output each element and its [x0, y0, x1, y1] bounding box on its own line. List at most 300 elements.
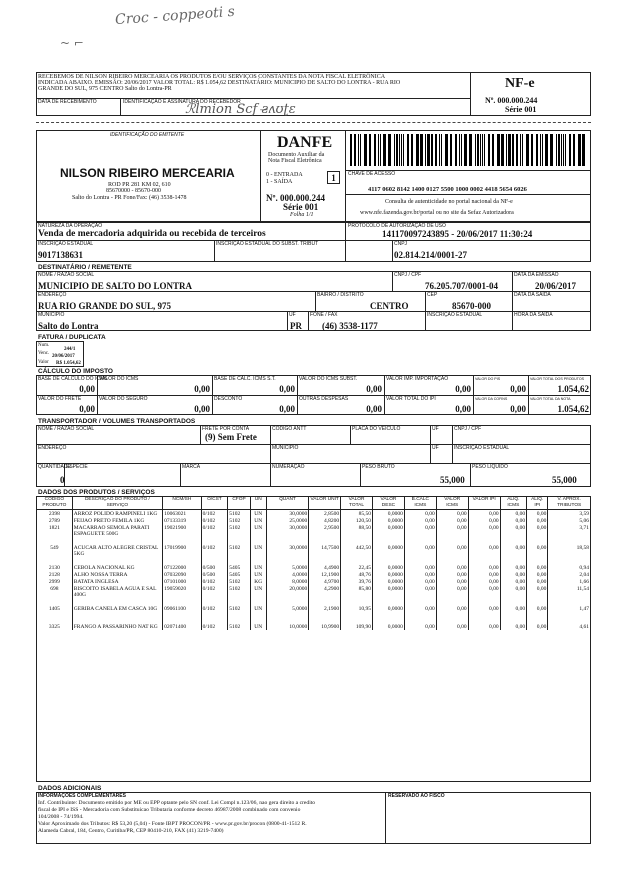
additional-line-3: 104/2008 - 74/1994.: [38, 814, 84, 820]
recipient-address: RUA RIO GRANDE DO SUL, 975: [38, 301, 172, 311]
column-header: B.CÁLC ICMS: [404, 497, 436, 510]
table-row: [37, 524, 591, 537]
table-cell: CEBOLA NACIONAL KG: [72, 557, 162, 571]
table-cell: 30,0000: [266, 510, 309, 518]
barcode-bar: [569, 134, 571, 166]
table-cell: 0/102: [201, 510, 228, 518]
barcode-bar: [561, 134, 562, 166]
column-header: CFOP: [228, 497, 251, 510]
table-cell: 0,00: [500, 517, 527, 524]
table-cell: 0,00: [404, 517, 436, 524]
table-cell: BATATA INGLESA: [72, 578, 162, 585]
barcode-bar: [411, 134, 413, 166]
ie-value: 9017138631: [38, 250, 83, 260]
tax-value: 0,00: [510, 384, 526, 394]
table-row: [37, 571, 591, 578]
table-cell: 20,0000: [266, 585, 309, 598]
tax-label: VALOR IMP. IMPORTAÇÃO: [386, 376, 449, 382]
table-cell: 1405: [37, 598, 73, 612]
table-cell: 0,0000: [373, 537, 405, 557]
barcode-bar: [540, 134, 541, 166]
tax-label: VALOR DA COFINS: [475, 397, 508, 401]
tax-label: VALOR DO ICMS SUBST.: [299, 376, 358, 382]
column-header: O/CST: [201, 497, 228, 510]
table-row: [37, 598, 591, 612]
barcode-bar: [497, 134, 500, 166]
table-cell: 0,00: [436, 585, 468, 598]
barcode-bar: [431, 134, 433, 166]
column-header: NCM/SH: [163, 497, 202, 510]
danfe-folha: Folha 1/1: [290, 212, 314, 218]
table-cell: 0,00: [436, 510, 468, 518]
barcode-bar: [407, 134, 409, 166]
table-cell: 5102: [228, 612, 251, 630]
barcode-bar: [383, 134, 386, 166]
barcode-bar: [506, 134, 507, 166]
table-cell: KG: [250, 578, 266, 585]
barcode-bar: [445, 134, 448, 166]
recipient-bairro-label: BAIRRO / DISTRITO: [317, 292, 364, 298]
tax-label: VALOR TOTAL DOS PRODUTOS: [530, 377, 585, 381]
table-cell: 0,00: [527, 517, 548, 524]
net-weight-label: PESO LÍQUIDO: [472, 464, 508, 470]
plate-label: PLACA DO VEÍCULO: [352, 426, 401, 432]
table-cell: 39,76: [341, 578, 373, 585]
barcode-bar: [403, 134, 404, 166]
receipt-line-2: INDICADA ABAIXO. EMISSÃO: 20/06/2017 VALOR TOTAL: R$ 1.054,62 DESTINATÁRIO: MUNICIPIO DE SALTO DO LONTRA - RUA RIO: [38, 80, 401, 86]
table-row: [37, 517, 591, 524]
barcode-bar: [484, 134, 485, 166]
barcode-bar: [508, 134, 511, 166]
tax-label: VALOR DO PIS: [475, 377, 501, 381]
table-cell: ARROZ POLIDO RAMPINELI 1KG: [72, 510, 162, 518]
column-header: VALOR ICMS: [436, 497, 468, 510]
barcode-bar: [480, 134, 481, 166]
protocol-value: 141170097243895 - 20/06/2017 11:30:24: [382, 229, 533, 239]
table-cell: 4,61: [548, 612, 591, 630]
recipient-cnpj-label: CNPJ / CPF: [394, 272, 422, 278]
net-weight: 55,000: [552, 475, 577, 485]
table-cell: 5102: [228, 585, 251, 598]
table-cell: 30,0000: [266, 524, 309, 537]
invoice-value: R$ 1.054,62: [56, 361, 81, 366]
table-row: [37, 612, 591, 630]
barcode-bar: [482, 134, 483, 166]
table-cell: 5,0000: [266, 598, 309, 612]
barcode-bar: [439, 134, 440, 166]
barcode-bar: [369, 134, 371, 166]
table-cell: 0,0000: [373, 585, 405, 598]
barcode-bar: [420, 134, 423, 166]
barcode-bar: [427, 134, 430, 166]
gross-weight: 55,000: [440, 475, 465, 485]
table-cell: 0/500: [201, 557, 228, 571]
protocol-label: PROTOCOLO DE AUTORIZAÇÃO DE USO: [348, 223, 446, 229]
barcode-bar: [545, 134, 548, 166]
table-cell: 0,00: [500, 510, 527, 518]
table-cell: 0/102: [201, 524, 228, 537]
recipient-city-label: MUNICÍPIO: [38, 312, 65, 318]
table-cell: 3,59: [548, 510, 591, 518]
table-cell: 2,9500: [309, 524, 341, 537]
table-cell: 0,0000: [373, 598, 405, 612]
table-cell: 0,00: [468, 612, 500, 630]
tax-value: 0,00: [455, 384, 471, 394]
table-cell: 19059020: [163, 585, 202, 598]
column-header: VALOR IPI: [468, 497, 500, 510]
danfe-subtitle-1: Documento Auxiliar da: [268, 152, 325, 158]
column-header: ALÍQ. ICMS: [500, 497, 527, 510]
table-cell: 25,0000: [266, 517, 309, 524]
exit-date-label: DATA DA SAÍDA: [514, 292, 551, 298]
barcode-bar: [401, 134, 402, 166]
barcode-bar: [542, 134, 543, 166]
barcode-bar: [520, 134, 521, 166]
table-cell: 0,00: [527, 524, 548, 537]
recipient-cnpj: 76.205.707/0001-04: [425, 281, 498, 291]
tax-value: 0,00: [510, 404, 526, 414]
receipt-signature-label: IDENTIFICAÇÃO E ASSINATURA DO RECEBEDOR: [123, 99, 241, 105]
additional-line-5: Alameda Cabral, 184, Centro, Curitiba/PR, CEP 80410-210, FAX (41) 3219-7400): [38, 828, 224, 834]
additional-line-2: fiscal de IPI e ISS - Mercadoria com Substituicao Tributaria conforme decreto 46987/2008 combinado com convenio: [38, 807, 301, 813]
barcode-bar: [522, 134, 523, 166]
table-cell: 4,0000: [266, 571, 309, 578]
table-cell: 0,00: [404, 510, 436, 518]
barcode-bar: [394, 134, 395, 166]
table-cell: 0,0000: [373, 612, 405, 630]
table-cell: 5,06: [548, 517, 591, 524]
invoice-due: 20/06/2017: [52, 354, 75, 359]
table-cell: 0,00: [500, 557, 527, 571]
table-cell: 0,0000: [373, 517, 405, 524]
table-cell: 5405: [228, 557, 251, 571]
table-cell: 10,95: [341, 598, 373, 612]
barcode-bar: [464, 134, 467, 166]
barcode-bar: [358, 134, 359, 166]
danfe-tipo: 1: [327, 171, 340, 184]
carrier-cnpj-label: CNPJ / CPF: [454, 426, 482, 432]
table-row: [37, 585, 591, 598]
table-cell: 0,00: [468, 578, 500, 585]
plate-uf-label: UF: [432, 426, 439, 432]
table-cell: 0,00: [404, 571, 436, 578]
barcode-bar: [388, 134, 391, 166]
table-cell: 2999: [37, 578, 73, 585]
table-cell: 0/500: [201, 571, 228, 578]
invoice-due-label: Venc.: [38, 351, 50, 356]
tax-value: 0,00: [279, 404, 295, 414]
barcode-bar: [378, 134, 379, 166]
species-label: ESPÉCIE: [66, 464, 88, 470]
table-cell: 85,80: [341, 585, 373, 598]
access-key-label: CHAVE DE ACESSO: [348, 171, 396, 177]
barcode-bar: [516, 134, 518, 166]
table-cell: 0,00: [468, 571, 500, 578]
barcode-bar: [425, 134, 426, 166]
barcode-bar: [399, 134, 400, 166]
tax-label: DESCONTO: [214, 396, 243, 402]
recipient-uf-label: UF: [289, 312, 296, 318]
brand-label: MARCA: [182, 464, 201, 470]
recipient-name-label: NOME / RAZÃO SOCIAL: [38, 272, 95, 278]
table-cell: 02071400: [163, 612, 202, 630]
cnpj-label: CNPJ: [394, 241, 408, 247]
table-cell: 549: [37, 537, 73, 557]
table-cell: 88,50: [341, 524, 373, 537]
table-cell: 0,0000: [373, 524, 405, 537]
table-cell: 17019900: [163, 537, 202, 557]
tax-value: 1.054,62: [557, 404, 589, 414]
products-table: [36, 496, 591, 630]
table-cell: 2398: [37, 510, 73, 518]
barcode-bar: [354, 134, 356, 166]
table-cell: 4,4900: [309, 557, 341, 571]
table-cell: 2,8500: [309, 510, 341, 518]
receipt-nfe: NF-e: [505, 76, 535, 91]
table-cell: UN: [250, 612, 266, 630]
table-cell: 0,00: [404, 557, 436, 571]
table-cell: 0/102: [201, 585, 228, 598]
invoice-num: 244/1: [64, 347, 76, 352]
barcode-bar: [441, 134, 442, 166]
table-cell: 0,0000: [373, 557, 405, 571]
barcode-bar: [380, 134, 381, 166]
table-cell: 0,00: [500, 612, 527, 630]
barcode-bar: [556, 134, 557, 166]
table-cell: 0,00: [500, 598, 527, 612]
danfe-subtitle-2: Nota Fiscal Eletrônica: [268, 158, 322, 164]
tax-section: CÁLCULO DO IMPOSTO: [38, 368, 113, 375]
table-cell: 0,0000: [373, 571, 405, 578]
cut-line: [36, 122, 591, 123]
table-cell: 1,66: [548, 578, 591, 585]
handwritten-note: Croc - coppeoti s: [114, 3, 236, 29]
column-header: QUANT: [266, 497, 309, 510]
transport-section: TRANSPORTADOR / VOLUMES TRANSPORTADOS: [38, 418, 196, 425]
column-header: ALÍQ. IPI: [527, 497, 548, 510]
table-cell: 2128: [37, 571, 73, 578]
recipient-signature: ℛlmion Scf ƨ̶ʌʊʈɛ: [185, 102, 296, 117]
table-cell: 0,00: [468, 585, 500, 598]
access-key: 4117 0602 8142 1400 0127 5500 1000 0002 4418 5654 6026: [368, 186, 527, 193]
table-cell: 0,00: [527, 557, 548, 571]
table-cell: 0,00: [404, 585, 436, 598]
emitter-address-3: Salto do Lontra - PR Fone/Fax: (46) 3538-1478: [72, 195, 187, 201]
invoice-section: FATURA / DUPLICATA: [38, 334, 106, 341]
table-cell: 07122000: [163, 557, 202, 571]
tax-value: 0,00: [279, 384, 295, 394]
table-cell: 0,00: [436, 537, 468, 557]
table-cell: 0,00: [527, 571, 548, 578]
tax-value: 0,00: [366, 404, 382, 414]
danfe-serie: Série 001: [283, 202, 319, 212]
receipt-serie: Série 001: [505, 105, 537, 114]
additional-line-4: Valor Aproximado dos Tributos: R$ 53,20 (5,04) - Fonte IBPT PROCON/PR - www.pr.gov.br/procon (0800-41-1512 R.: [38, 821, 307, 827]
carrier-address-label: ENDEREÇO: [38, 445, 67, 451]
emitter-address-2: 85670000 - 85670-000: [106, 188, 161, 194]
table-cell: 10063021: [163, 510, 202, 518]
barcode-bar: [512, 134, 514, 166]
barcode-bar: [565, 134, 566, 166]
recipient-name: MUNICIPIO DE SALTO DO LONTRA: [38, 281, 193, 291]
table-cell: 0,00: [500, 524, 527, 537]
table-cell: 0,00: [500, 585, 527, 598]
recipient-address-label: ENDEREÇO: [38, 292, 67, 298]
iest-label: INSCRIÇÃO ESTADUAL DO SUBST. TRIBUT: [216, 241, 319, 247]
barcode: [350, 134, 586, 166]
recipient-phone-label: FONE / FAX: [310, 312, 338, 318]
products-section: DADOS DOS PRODUTOS / SERVIÇOS: [38, 489, 155, 496]
table-cell: 0/102: [201, 612, 228, 630]
tax-value: 0,00: [79, 404, 95, 414]
recipient-phone: (46) 3538-1177: [322, 321, 378, 331]
barcode-bar: [416, 134, 419, 166]
table-cell: 0/102: [201, 578, 228, 585]
table-cell: UN: [250, 571, 266, 578]
table-cell: 0,00: [404, 524, 436, 537]
recipient-cep: 85670-000: [452, 301, 491, 311]
column-header: VALOR DESC: [373, 497, 405, 510]
table-cell: 0,00: [436, 578, 468, 585]
column-header: CÓDIGO PRODUTO: [37, 497, 73, 510]
barcode-bar: [461, 134, 462, 166]
receipt-date-label: DATA DE RECEBIMENTO: [38, 99, 97, 105]
emission-date-label: DATA DA EMISSÃO: [514, 272, 559, 278]
barcode-bar: [360, 134, 361, 166]
barcode-bar: [578, 134, 581, 166]
table-cell: UN: [250, 537, 266, 557]
tax-label: VALOR TOTAL DA NOTA: [530, 397, 571, 401]
barcode-bar: [531, 134, 533, 166]
fisco-label: RESERVADO AO FISCO: [388, 793, 445, 799]
invoice-num-label: Num.: [38, 343, 50, 348]
gross-weight-label: PESO BRUTO: [362, 464, 395, 470]
table-cell: 0,00: [468, 510, 500, 518]
table-cell: 442,50: [341, 537, 373, 557]
table-cell: 14,7500: [309, 537, 341, 557]
barcode-bar: [374, 134, 376, 166]
freight-label: FRETE POR CONTA: [202, 426, 250, 432]
barcode-bar: [459, 134, 460, 166]
operation-value: Venda de mercadoria adquirida ou recebida de terceiros: [38, 229, 266, 239]
receipt-number: Nº. 000.000.244: [485, 96, 538, 105]
barcode-bar: [563, 134, 564, 166]
table-cell: 0,00: [404, 578, 436, 585]
table-cell: 0,00: [436, 517, 468, 524]
operation-label: NATUREZA DA OPERAÇÃO: [38, 223, 103, 229]
table-cell: 07133319: [163, 517, 202, 524]
table-cell: FEIJAO PRETO FEMILA 1KG: [72, 517, 162, 524]
table-cell: 07101000: [163, 578, 202, 585]
table-cell: 0,00: [404, 598, 436, 612]
table-cell: 0,0000: [373, 510, 405, 518]
additional-info-label: INFORMAÇÕES COMPLEMENTARES: [38, 793, 126, 799]
tax-label: VALOR DO SEGURO: [99, 396, 148, 402]
table-cell: 5,0000: [266, 557, 309, 571]
table-cell: 5102: [228, 537, 251, 557]
column-header: V. APROX. TRIBUTOS: [548, 497, 591, 510]
table-cell: 0,00: [527, 510, 548, 518]
column-header: VALOR TOTAL: [341, 497, 373, 510]
barcode-bar: [492, 134, 494, 166]
table-cell: 09061100: [163, 598, 202, 612]
table-cell: 0,00: [436, 524, 468, 537]
table-cell: 11,54: [548, 585, 591, 598]
tax-label: OUTRAS DESPESAS: [299, 396, 349, 402]
table-row: [37, 578, 591, 585]
table-cell: 2,04: [548, 571, 591, 578]
handwritten-mark: ~ ⌐: [60, 36, 84, 50]
table-cell: 19021900: [163, 524, 202, 537]
recipient-cep-label: CEP: [427, 292, 438, 298]
table-cell: 48,76: [341, 571, 373, 578]
table-cell: 0,00: [436, 557, 468, 571]
table-cell: 2789: [37, 517, 73, 524]
table-cell: 0,00: [404, 537, 436, 557]
table-cell: 0,00: [527, 612, 548, 630]
barcode-bar: [396, 134, 398, 166]
table-cell: 22,45: [341, 557, 373, 571]
barcode-bar: [364, 134, 367, 166]
table-cell: 85,50: [341, 510, 373, 518]
quantity-value: 0: [60, 475, 65, 485]
table-cell: 0,00: [527, 537, 548, 557]
barcode-bar: [526, 134, 529, 166]
tax-value: 0,00: [194, 404, 210, 414]
table-cell: 0,00: [500, 537, 527, 557]
ie-label: INSCRIÇÃO ESTADUAL: [38, 241, 94, 247]
recipient-ie-label: INSCRIÇÃO ESTADUAL: [427, 312, 483, 318]
antt-label: CÓDIGO ANTT: [272, 426, 307, 432]
table-row: [37, 510, 591, 518]
receipt-line-1: RECEBEMOS DE NILSON RIBEIRO MERCEARIA OS PRODUTOS E/OU SERVIÇOS CONSTANTES DA NOTA FISCAL ELETRÔNICA: [38, 74, 386, 80]
invoice-value-label: Valor: [38, 360, 49, 365]
column-header: VALOR UNIT: [309, 497, 341, 510]
table-cell: 2130: [37, 557, 73, 571]
table-cell: 0,00: [468, 598, 500, 612]
table-cell: 4,8200: [309, 517, 341, 524]
carrier-name-label: NOME / RAZÃO SOCIAL: [38, 426, 95, 432]
barcode-bar: [455, 134, 457, 166]
column-header: UN: [250, 497, 266, 510]
transport-block: [36, 425, 591, 487]
table-cell: 0,00: [500, 571, 527, 578]
consulta-line-1: Consulta de autenticidade no portal nacional da NF-e: [385, 199, 513, 205]
table-row: [37, 557, 591, 571]
barcode-bar: [435, 134, 437, 166]
barcode-bar: [501, 134, 504, 166]
barcode-bar: [469, 134, 472, 166]
table-cell: 1,47: [548, 598, 591, 612]
recipient-uf: PR: [290, 321, 302, 331]
barcode-bar: [450, 134, 452, 166]
barcode-bar: [350, 134, 352, 166]
receipt-line-3: GRANDE DO SUL, 975 CENTRO Salto do Lontra-PR: [38, 86, 172, 92]
table-cell: UN: [250, 585, 266, 598]
recipient-bairro: CENTRO: [370, 301, 409, 311]
emission-date: 20/06/2017: [535, 281, 577, 291]
table-cell: 0/102: [201, 517, 228, 524]
numbering-label: NUMERAÇÃO: [272, 464, 305, 470]
table-cell: 0,00: [527, 578, 548, 585]
table-cell: 18,58: [548, 537, 591, 557]
table-cell: BISCOITO ISABELA AGUA E SAL 400G: [72, 585, 162, 598]
table-cell: 0,00: [436, 598, 468, 612]
table-cell: MACARRAO SEMOLA PARATI ESPAGUETE 500G: [72, 524, 162, 537]
additional-line-1: Inf. Contribuinte: Documento emitido por ME ou EPP optante pelo SN conf. Lei Compl n.123/06, nao gera direito a credito: [38, 800, 316, 806]
table-cell: 3325: [37, 612, 73, 630]
tax-value: 0,00: [455, 404, 471, 414]
